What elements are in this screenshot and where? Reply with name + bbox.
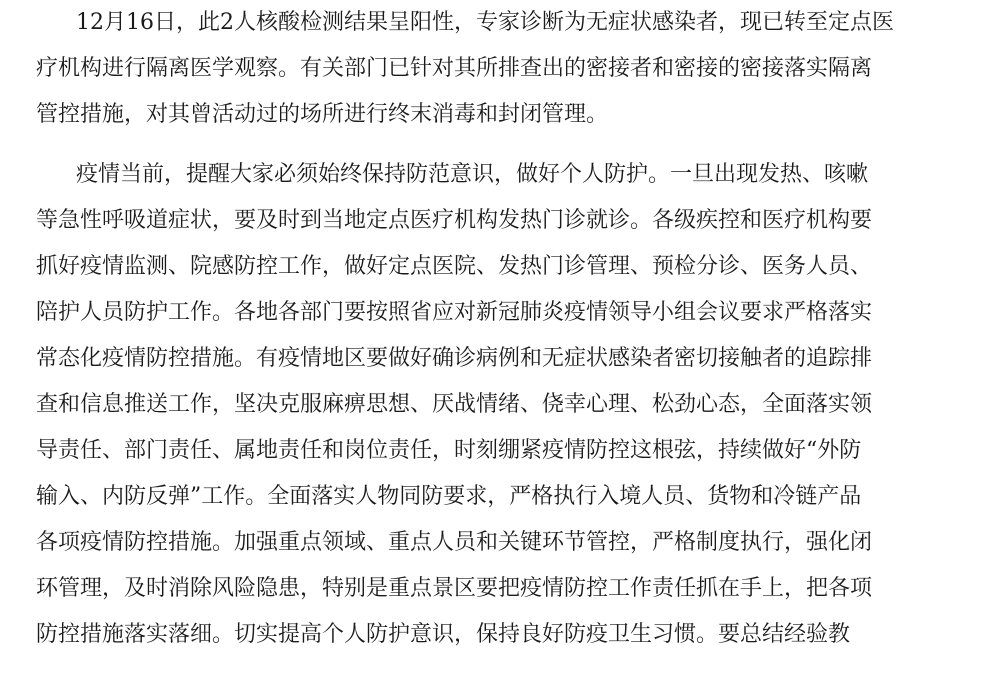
text-line: 12月16日，此2人核酸检测结果呈阳性，专家诊断为无症状感染者，现已转至定点医: [76, 10, 894, 35]
text-line: 查和信息推送工作，坚决克服麻痹思想、厌战情绪、侥幸心理、松劲心态，全面落实领: [36, 392, 873, 417]
text-line: 陪护人员防护工作。各地各部门要按照省应对新冠肺炎疫情领导小组会议要求严格落实: [36, 300, 873, 325]
text-line: 等急性呼吸道症状，要及时到当地定点医疗机构发热门诊就诊。各级疾控和医疗机构要: [36, 208, 873, 233]
text-line: 防控措施落实落细。切实提高个人防护意识，保持良好防疫卫生习惯。要总结经验教: [36, 622, 851, 647]
paragraph-2: [36, 158, 936, 664]
paragraph-1: [36, 6, 936, 144]
text-line: 各项疫情防控措施。加强重点领域、重点人员和关键环节管控，严格制度执行，强化闭: [36, 530, 873, 555]
text-line: 输入、内防反弹”工作。全面落实人物同防要求，严格执行入境人员、货物和冷链产品: [36, 484, 862, 509]
text-line: 疗机构进行隔离医学观察。有关部门已针对其所排查出的密接者和密接的密接落实隔离: [36, 56, 873, 81]
text-line: 环管理，及时消除风险隐患，特别是重点景区要把疫情防控工作责任抓在手上，把各项: [36, 576, 873, 601]
text-line: 管控措施，对其曾活动过的场所进行终末消毒和封闭管理。: [36, 102, 609, 127]
text-line: 疫情当前，提醒大家必须始终保持防范意识，做好个人防护。一旦出现发热、咳嗽: [76, 162, 869, 187]
text-line: 导责任、部门责任、属地责任和岗位责任，时刻绷紧疫情防控这根弦，持续做好“外防: [36, 438, 862, 463]
text-line: 抓好疫情监测、院感防控工作，做好定点医院、发热门诊管理、预检分诊、医务人员、: [36, 254, 873, 279]
text-line: 常态化疫情防控措施。有疫情地区要做好确诊病例和无症状感染者密切接触者的追踪排: [36, 346, 873, 371]
document-body: [36, 6, 936, 664]
